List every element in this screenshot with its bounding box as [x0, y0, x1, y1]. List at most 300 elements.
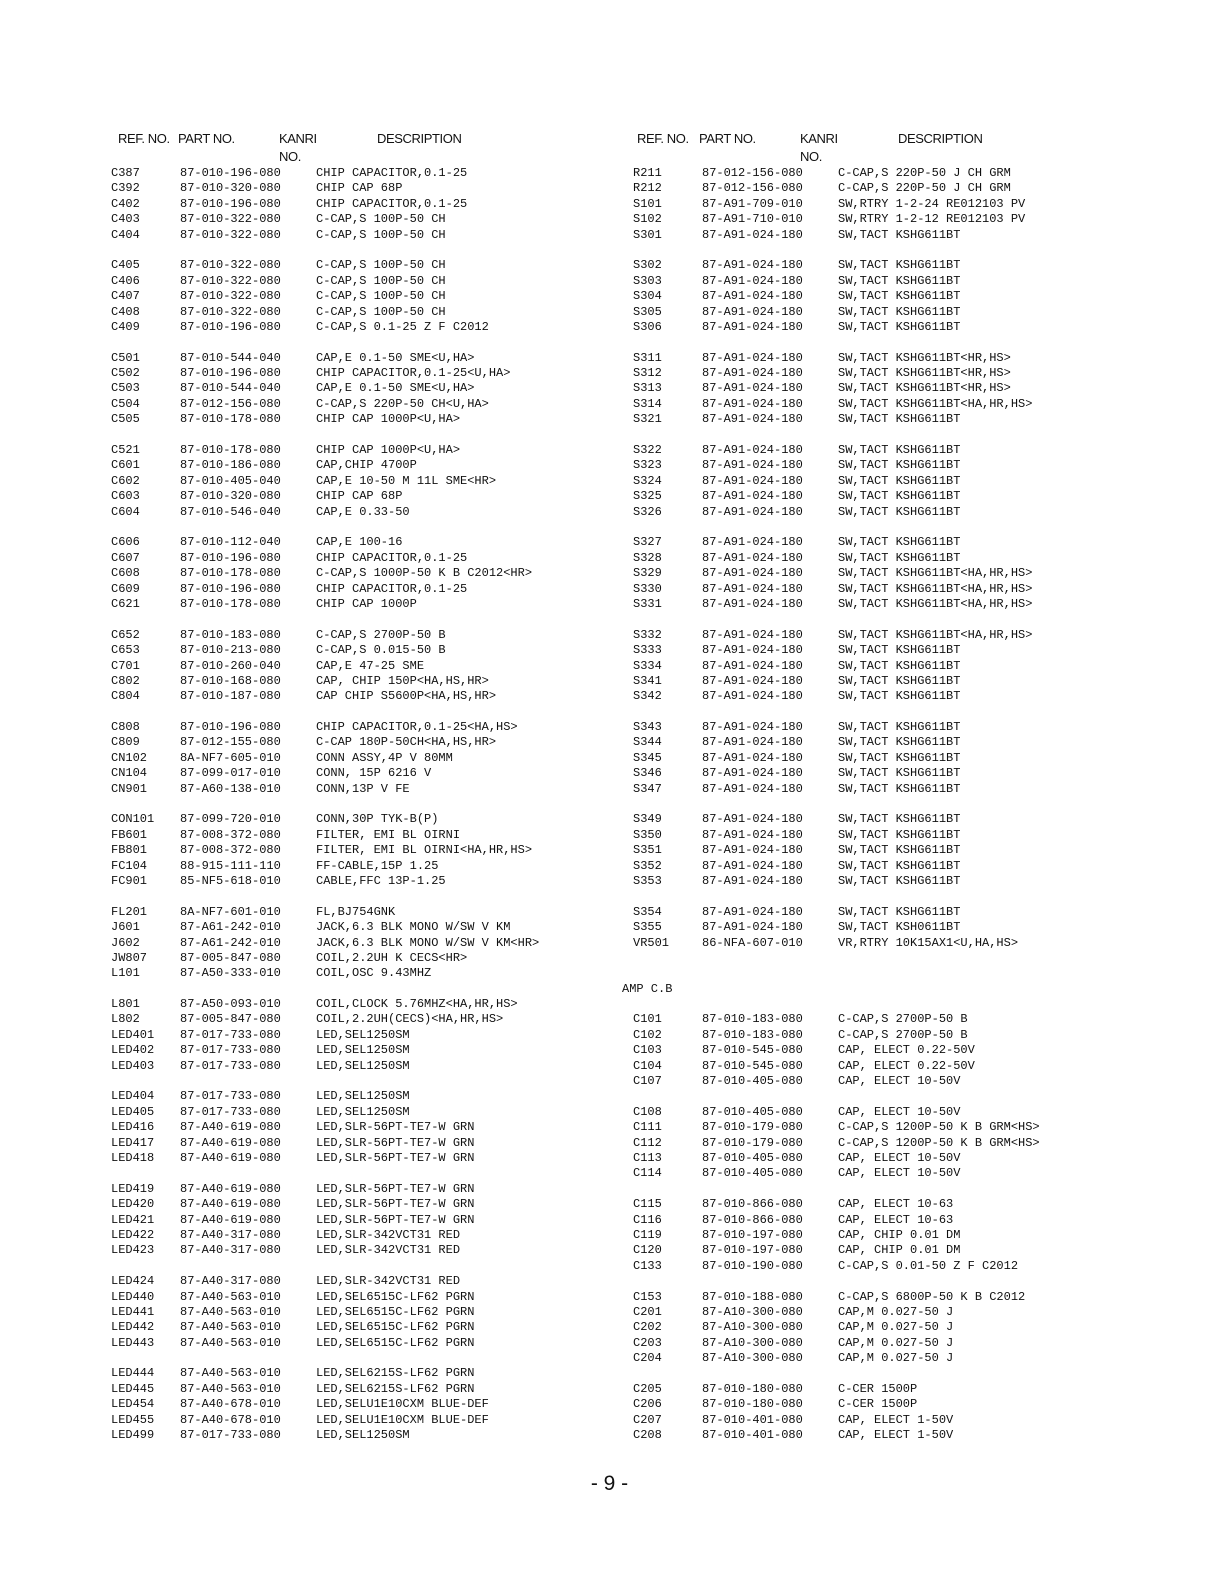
part-no-cell: 87-A91-024-180 [702, 812, 803, 827]
part-no-cell: 87-A91-024-180 [702, 720, 803, 735]
part-no-cell: 87-099-017-010 [180, 766, 281, 781]
part-no-cell: 87-A91-024-180 [702, 412, 803, 427]
part-no-cell: 87-010-196-080 [180, 196, 281, 211]
description-cell: SW,TACT KSHG611BT<HA,HR,HS> [838, 396, 1033, 411]
description-cell: LED,SEL1250SM [316, 1043, 410, 1058]
ref-no-cell: C403 [111, 212, 140, 227]
ref-no-cell: C602 [111, 473, 140, 488]
ref-no-cell: LED424 [111, 1274, 155, 1289]
description-cell: LED,SLR-342VCT31 RED [316, 1243, 461, 1258]
part-no-cell: 87-A91-024-180 [702, 643, 803, 658]
part-no-cell: 87-010-187-080 [180, 689, 281, 704]
description-cell: JACK,6.3 BLK MONO W/SW V KM [316, 920, 511, 935]
description-cell: CAP,M 0.027-50 J [838, 1304, 954, 1319]
description-cell: LED,SLR-342VCT31 RED [316, 1274, 461, 1289]
description-cell: JACK,6.3 BLK MONO W/SW V KM<HR> [316, 935, 540, 950]
ref-no-cell: LED445 [111, 1381, 155, 1396]
ref-no-cell: C407 [111, 289, 140, 304]
description-cell: SW,TACT KSHG611BT [838, 443, 961, 458]
ref-no-cell: FB801 [111, 843, 148, 858]
ref-no-cell: C104 [633, 1058, 662, 1073]
description-cell: SW,TACT KSHG611BT<HA,HR,HS> [838, 627, 1033, 642]
page-number: - 9 - [590, 1472, 629, 1495]
part-no-cell: 87-A91-024-180 [702, 489, 803, 504]
description-cell: CAP, ELECT 10-50V [838, 1104, 961, 1119]
part-no-cell: 87-010-213-080 [180, 643, 281, 658]
description-cell: LED,SLR-56PT-TE7-W GRN [316, 1135, 475, 1150]
part-no-cell: 87-A40-619-080 [180, 1120, 281, 1135]
ref-no-cell: LED455 [111, 1412, 155, 1427]
ref-no-cell: VR501 [633, 935, 670, 950]
description-cell: CHIP CAPACITOR,0.1-25<U,HA> [316, 366, 511, 381]
description-cell: C-CER 1500P [838, 1397, 918, 1412]
description-cell: CAP, ELECT 10-50V [838, 1151, 961, 1165]
description-cell: CAP CHIP S5600P<HA,HS,HR> [316, 689, 497, 704]
part-no-cell: 87-A10-300-080 [702, 1304, 803, 1319]
part-no-cell: 87-A91-024-180 [702, 766, 803, 781]
part-no-cell: 87-010-179-080 [702, 1120, 803, 1135]
part-no-cell: 87-A40-678-010 [180, 1412, 281, 1427]
part-no-cell: 87-010-183-080 [702, 1012, 803, 1027]
ref-no-cell: S329 [633, 566, 662, 581]
ref-no-cell: LED454 [111, 1397, 155, 1412]
part-no-cell: 87-A91-024-180 [702, 735, 803, 750]
part-no-cell: 87-A91-024-180 [702, 458, 803, 473]
description-cell: LED,SEL6515C-LF62 PGRN [316, 1289, 475, 1304]
part-no-cell: 87-010-183-080 [702, 1027, 803, 1042]
description-cell: COIL,CLOCK 5.76MHZ<HA,HR,HS> [316, 997, 518, 1012]
description-cell: CHIP CAP 68P [316, 181, 403, 196]
description-cell: C-CAP,S 220P-50 J CH GRM [838, 166, 1011, 180]
part-no-cell: 87-010-178-080 [180, 412, 281, 427]
ref-no-cell: S101 [633, 196, 662, 211]
ref-no-cell: S306 [633, 319, 662, 334]
part-no-cell: 87-A40-563-010 [180, 1304, 281, 1319]
ref-no-cell: FC104 [111, 858, 148, 873]
ref-no-cell: S312 [633, 366, 662, 381]
ref-no-cell: S341 [633, 673, 662, 688]
ref-no-cell: R212 [633, 181, 662, 196]
description-cell: CAP,E 100-16 [316, 535, 403, 550]
part-no-cell: 87-008-372-080 [180, 827, 281, 842]
ref-no-cell: L101 [111, 966, 140, 981]
part-no-cell: 87-010-405-080 [702, 1166, 803, 1181]
part-no-cell: 87-010-544-040 [180, 381, 281, 396]
description-cell: CAP, ELECT 1-50V [838, 1412, 954, 1427]
ref-no-cell: FL201 [111, 904, 148, 919]
description-cell: FF-CABLE,15P 1.25 [316, 858, 439, 873]
part-no-cell: 87-A91-024-180 [702, 304, 803, 319]
description-cell: CAP, ELECT 10-50V [838, 1166, 961, 1181]
ref-no-cell: C701 [111, 658, 140, 673]
part-no-cell: 87-A10-300-080 [702, 1320, 803, 1335]
part-no-cell: 87-A91-024-180 [702, 566, 803, 581]
ref-no-cell: S303 [633, 273, 662, 288]
part-no-cell: 87-010-322-080 [180, 212, 281, 227]
ref-no-cell: S102 [633, 212, 662, 227]
ref-no-cell: FB601 [111, 827, 148, 842]
part-no-cell: 87-008-372-080 [180, 843, 281, 858]
part-no-cell: 87-010-178-080 [180, 596, 281, 611]
ref-no-cell: C107 [633, 1074, 662, 1089]
description-cell: LED,SLR-56PT-TE7-W GRN [316, 1151, 475, 1165]
part-no-cell: 87-A91-024-180 [702, 750, 803, 765]
part-no-cell: 87-A40-619-080 [180, 1212, 281, 1227]
part-no-cell: 87-010-183-080 [180, 627, 281, 642]
description-cell: CAP, ELECT 1-50V [838, 1428, 954, 1443]
part-no-cell: 87-010-544-040 [180, 350, 281, 365]
description-cell: SW,TACT KSHG611BT [838, 258, 961, 273]
part-no-cell: 87-010-401-080 [702, 1428, 803, 1443]
part-no-cell: 8A-NF7-601-010 [180, 904, 281, 919]
description-cell: C-CAP,S 100P-50 CH [316, 273, 446, 288]
description-cell: CHIP CAPACITOR,0.1-25 [316, 166, 468, 180]
part-no-cell: 87-010-196-080 [180, 720, 281, 735]
part-no-cell: 87-A60-138-010 [180, 781, 281, 796]
ref-no-cell: C103 [633, 1043, 662, 1058]
part-no-cell: 87-A40-678-010 [180, 1397, 281, 1412]
ref-no-cell: C114 [633, 1166, 662, 1181]
ref-no-cell: S314 [633, 396, 662, 411]
ref-no-cell: FC901 [111, 873, 148, 888]
part-no-cell: 87-A91-024-180 [702, 366, 803, 381]
ref-no-cell: C652 [111, 627, 140, 642]
description-cell: CONN,30P TYK-B(P) [316, 812, 439, 827]
part-no-cell: 87-010-322-080 [180, 304, 281, 319]
description-cell: CAP,CHIP 4700P [316, 458, 417, 473]
part-no-cell: 87-A91-024-180 [702, 396, 803, 411]
ref-no-cell: C111 [633, 1120, 662, 1135]
ref-no-cell: S327 [633, 535, 662, 550]
ref-no-cell: S331 [633, 596, 662, 611]
header-kanri: KANRI [800, 131, 838, 146]
ref-no-cell: CON101 [111, 812, 155, 827]
part-no-cell: 87-A91-024-180 [702, 873, 803, 888]
ref-no-cell: C404 [111, 227, 140, 242]
part-no-cell: 87-A91-024-180 [702, 827, 803, 842]
description-cell: SW,TACT KSHG611BT [838, 550, 961, 565]
part-no-cell: 87-A91-024-180 [702, 673, 803, 688]
part-no-cell: 87-012-155-080 [180, 735, 281, 750]
part-no-cell: 87-010-401-080 [702, 1412, 803, 1427]
ref-no-cell: S354 [633, 904, 662, 919]
part-no-cell: 87-010-168-080 [180, 673, 281, 688]
description-cell: LED,SEL1250SM [316, 1058, 410, 1073]
ref-no-cell: C402 [111, 196, 140, 211]
description-cell: SW,TACT KSHG611BT [838, 319, 961, 334]
ref-no-cell: CN104 [111, 766, 148, 781]
description-cell: CAP,E 47-25 SME [316, 658, 425, 673]
description-cell: COIL,OSC 9.43MHZ [316, 966, 432, 981]
ref-no-cell: C108 [633, 1104, 662, 1119]
ref-no-cell: C521 [111, 443, 140, 458]
ref-no-cell: C120 [633, 1243, 662, 1258]
description-cell: SW,TACT KSHG611BT [838, 412, 961, 427]
description-cell: CAP,E 10-50 M 11L SME<HR> [316, 473, 497, 488]
ref-no-cell: C387 [111, 166, 140, 180]
part-no-cell: 88-915-111-110 [180, 858, 281, 873]
description-cell: SW,TACT KSHG611BT [838, 858, 961, 873]
description-cell: FILTER, EMI BL OIRNI [316, 827, 461, 842]
description-cell: SW,TACT KSHG611BT [838, 273, 961, 288]
header-ref-no: REF. NO. [118, 131, 170, 146]
description-cell: C-CAP,S 100P-50 CH [316, 304, 446, 319]
description-cell: C-CAP,S 0.015-50 B [316, 643, 446, 658]
ref-no-cell: S346 [633, 766, 662, 781]
description-cell: C-CAP,S 1200P-50 K B GRM<HS> [838, 1135, 1040, 1150]
description-cell: CABLE,FFC 13P-1.25 [316, 873, 446, 888]
ref-no-cell: C808 [111, 720, 140, 735]
ref-no-cell: C113 [633, 1151, 662, 1165]
description-cell: CAP, ELECT 10-50V [838, 1074, 961, 1089]
ref-no-cell: CN102 [111, 750, 148, 765]
ref-no-cell: C115 [633, 1197, 662, 1212]
description-cell: SW,TACT KSHG611BT [838, 289, 961, 304]
description-cell: SW,TACT KSHG611BT<HA,HR,HS> [838, 566, 1033, 581]
part-no-cell: 87-A91-024-180 [702, 658, 803, 673]
part-no-cell: 87-A91-024-180 [702, 319, 803, 334]
description-cell: SW,TACT KSHG611BT [838, 643, 961, 658]
description-cell: SW,TACT KSHG611BT<HA,HR,HS> [838, 596, 1033, 611]
part-no-cell: 87-A91-024-180 [702, 289, 803, 304]
ref-no-cell: C608 [111, 566, 140, 581]
part-no-cell: 87-A91-024-180 [702, 350, 803, 365]
description-cell: CAP, ELECT 0.22-50V [838, 1043, 975, 1058]
header-ref-no: REF. NO. [637, 131, 689, 146]
description-cell: C-CAP,S 100P-50 CH [316, 258, 446, 273]
ref-no-cell: C153 [633, 1289, 662, 1304]
part-no-cell: 87-A40-563-010 [180, 1381, 281, 1396]
description-cell: CAP,M 0.027-50 J [838, 1320, 954, 1335]
part-no-cell: 87-A40-619-080 [180, 1181, 281, 1196]
description-cell: CHIP CAPACITOR,0.1-25 [316, 196, 468, 211]
part-no-cell: 87-010-178-080 [180, 443, 281, 458]
description-cell: SW,TACT KSHG611BT [838, 227, 961, 242]
description-cell: SW,TACT KSHG611BT [838, 473, 961, 488]
description-cell: COIL,2.2UH K CECS<HR> [316, 950, 468, 965]
ref-no-cell: LED421 [111, 1212, 155, 1227]
description-cell: SW,TACT KSH0611BT [838, 920, 961, 935]
description-cell: LED,SEL6515C-LF62 PGRN [316, 1320, 475, 1335]
description-cell: C-CAP,S 2700P-50 B [838, 1012, 968, 1027]
ref-no-cell: C406 [111, 273, 140, 288]
ref-no-cell: C205 [633, 1381, 662, 1396]
ref-no-cell: LED402 [111, 1043, 155, 1058]
header-kanri-no: NO. [800, 149, 822, 164]
description-cell: C-CAP,S 220P-50 J CH GRM [838, 181, 1011, 196]
part-no-cell: 87-010-322-080 [180, 273, 281, 288]
ref-no-cell: C503 [111, 381, 140, 396]
part-no-cell: 87-A40-317-080 [180, 1227, 281, 1242]
description-cell: CAP, ELECT 10-63 [838, 1212, 954, 1227]
ref-no-cell: C409 [111, 319, 140, 334]
description-cell: SW,TACT KSHG611BT [838, 781, 961, 796]
part-no-cell: 87-010-112-040 [180, 535, 281, 550]
ref-no-cell: S350 [633, 827, 662, 842]
part-no-cell: 87-010-320-080 [180, 181, 281, 196]
ref-no-cell: S305 [633, 304, 662, 319]
part-no-cell: 87-010-196-080 [180, 581, 281, 596]
ref-no-cell: S325 [633, 489, 662, 504]
ref-no-cell: LED416 [111, 1120, 155, 1135]
ref-no-cell: CN901 [111, 781, 148, 796]
part-no-cell: 87-012-156-080 [702, 181, 803, 196]
part-no-cell: 87-A91-024-180 [702, 504, 803, 519]
part-no-cell: 87-A91-024-180 [702, 227, 803, 242]
part-no-cell: 87-A61-242-010 [180, 920, 281, 935]
part-no-cell: 87-017-733-080 [180, 1027, 281, 1042]
description-cell: SW,TACT KSHG611BT [838, 689, 961, 704]
ref-no-cell: C603 [111, 489, 140, 504]
part-no-cell: 87-010-190-080 [702, 1258, 803, 1273]
ref-no-cell: C609 [111, 581, 140, 596]
ref-no-cell: C804 [111, 689, 140, 704]
description-cell: CAP, ELECT 10-63 [838, 1197, 954, 1212]
description-cell: CHIP CAP 1000P<U,HA> [316, 412, 461, 427]
ref-no-cell: S344 [633, 735, 662, 750]
part-no-cell: 87-005-847-080 [180, 950, 281, 965]
ref-no-cell: L801 [111, 997, 140, 1012]
ref-no-cell: S353 [633, 873, 662, 888]
ref-no-cell: LED419 [111, 1181, 155, 1196]
description-cell: C-CAP,S 2700P-50 B [838, 1027, 968, 1042]
header-part-no: PART NO. [699, 131, 756, 146]
description-cell: LED,SLR-56PT-TE7-W GRN [316, 1181, 475, 1196]
ref-no-cell: C207 [633, 1412, 662, 1427]
part-no-cell: 86-NFA-607-010 [702, 935, 803, 950]
description-cell: SW,TACT KSHG611BT [838, 812, 961, 827]
ref-no-cell: S321 [633, 412, 662, 427]
ref-no-cell: C101 [633, 1012, 662, 1027]
ref-no-cell: S345 [633, 750, 662, 765]
description-cell: CAP,E 0.33-50 [316, 504, 410, 519]
ref-no-cell: LED440 [111, 1289, 155, 1304]
part-no-cell: 87-A91-024-180 [702, 381, 803, 396]
part-no-cell: 87-A91-024-180 [702, 858, 803, 873]
ref-no-cell: C392 [111, 181, 140, 196]
ref-no-cell: S301 [633, 227, 662, 242]
ref-no-cell: C601 [111, 458, 140, 473]
part-no-cell: 87-A91-024-180 [702, 273, 803, 288]
ref-no-cell: LED417 [111, 1135, 155, 1150]
ref-no-cell: C607 [111, 550, 140, 565]
description-cell: LED,SEL6215S-LF62 PGRN [316, 1366, 475, 1381]
header-description: DESCRIPTION [898, 131, 983, 146]
part-no-cell: 87-017-733-080 [180, 1104, 281, 1119]
part-no-cell: 87-010-188-080 [702, 1289, 803, 1304]
description-cell: C-CAP,S 100P-50 CH [316, 212, 446, 227]
description-cell: LED,SEL1250SM [316, 1104, 410, 1119]
description-cell: CAP, ELECT 0.22-50V [838, 1058, 975, 1073]
ref-no-cell: C133 [633, 1258, 662, 1273]
description-cell: LED,SLR-56PT-TE7-W GRN [316, 1120, 475, 1135]
part-no-cell: 87-A40-619-080 [180, 1151, 281, 1165]
description-cell: C-CAP,S 1000P-50 K B C2012<HR> [316, 566, 533, 581]
ref-no-cell: S311 [633, 350, 662, 365]
part-no-cell: 8A-NF7-605-010 [180, 750, 281, 765]
ref-no-cell: S334 [633, 658, 662, 673]
ref-no-cell: L802 [111, 1012, 140, 1027]
part-no-cell: 85-NF5-618-010 [180, 873, 281, 888]
ref-no-cell: C604 [111, 504, 140, 519]
ref-no-cell: LED444 [111, 1366, 155, 1381]
part-no-cell: 87-A40-563-010 [180, 1320, 281, 1335]
part-no-cell: 87-A40-563-010 [180, 1335, 281, 1350]
description-cell: CHIP CAP 1000P<U,HA> [316, 443, 461, 458]
description-cell: C-CAP,S 1200P-50 K B GRM<HS> [838, 1120, 1040, 1135]
ref-no-cell: C408 [111, 304, 140, 319]
part-no-cell: 87-010-260-040 [180, 658, 281, 673]
part-no-cell: 87-010-197-080 [702, 1227, 803, 1242]
part-no-cell: 87-017-733-080 [180, 1058, 281, 1073]
ref-no-cell: C621 [111, 596, 140, 611]
part-no-cell: 87-010-196-080 [180, 550, 281, 565]
part-no-cell: 87-010-196-080 [180, 319, 281, 334]
description-cell: SW,RTRY 1-2-12 RE012103 PV [838, 212, 1026, 227]
part-no-cell: 87-010-546-040 [180, 504, 281, 519]
description-cell: CHIP CAPACITOR,0.1-25 [316, 581, 468, 596]
part-no-cell: 87-010-866-080 [702, 1212, 803, 1227]
ref-no-cell: C504 [111, 396, 140, 411]
description-cell: LED,SLR-56PT-TE7-W GRN [316, 1197, 475, 1212]
ref-no-cell: S355 [633, 920, 662, 935]
part-no-cell: 87-A50-093-010 [180, 997, 281, 1012]
ref-no-cell: J602 [111, 935, 140, 950]
description-cell: VR,RTRY 10K15AX1<U,HA,HS> [838, 935, 1019, 950]
ref-no-cell: C203 [633, 1335, 662, 1350]
description-cell: FL,BJ754GNK [316, 904, 396, 919]
ref-no-cell: C202 [633, 1320, 662, 1335]
part-no-cell: 87-A50-333-010 [180, 966, 281, 981]
description-cell: LED,SELU1E10CXM BLUE-DEF [316, 1412, 489, 1427]
description-cell: COIL,2.2UH(CECS)<HA,HR,HS> [316, 1012, 504, 1027]
ref-no-cell: LED404 [111, 1089, 155, 1104]
part-no-cell: 87-A10-300-080 [702, 1351, 803, 1366]
ref-no-cell: C201 [633, 1304, 662, 1319]
ref-no-cell: S313 [633, 381, 662, 396]
part-no-cell: 87-012-156-080 [702, 166, 803, 180]
ref-no-cell: S323 [633, 458, 662, 473]
ref-no-cell: S302 [633, 258, 662, 273]
ref-no-cell: LED422 [111, 1227, 155, 1242]
description-cell: SW,TACT KSHG611BT<HR,HS> [838, 381, 1011, 396]
description-cell: LED,SEL1250SM [316, 1089, 410, 1104]
ref-no-cell: S343 [633, 720, 662, 735]
header-part-no: PART NO. [178, 131, 235, 146]
description-cell: CAP, CHIP 150P<HA,HS,HR> [316, 673, 489, 688]
part-no-cell: 87-A91-710-010 [702, 212, 803, 227]
description-cell: CHIP CAP 68P [316, 489, 403, 504]
part-no-cell: 87-A91-024-180 [702, 535, 803, 550]
description-cell: LED,SEL6515C-LF62 PGRN [316, 1335, 475, 1350]
description-cell: CAP,M 0.027-50 J [838, 1351, 954, 1366]
ref-no-cell: C112 [633, 1135, 662, 1150]
description-cell: CHIP CAPACITOR,0.1-25<HA,HS> [316, 720, 518, 735]
part-no-cell: 87-A61-242-010 [180, 935, 281, 950]
ref-no-cell: C502 [111, 366, 140, 381]
part-no-cell: 87-010-179-080 [702, 1135, 803, 1150]
description-cell: C-CAP,S 220P-50 CH<U,HA> [316, 396, 489, 411]
description-cell: SW,TACT KSHG611BT [838, 720, 961, 735]
part-no-cell: 87-010-405-080 [702, 1074, 803, 1089]
part-no-cell: 87-010-186-080 [180, 458, 281, 473]
ref-no-cell: C206 [633, 1397, 662, 1412]
ref-no-cell: S349 [633, 812, 662, 827]
part-no-cell: 87-010-405-040 [180, 473, 281, 488]
ref-no-cell: C606 [111, 535, 140, 550]
description-cell: SW,TACT KSHG611BT [838, 904, 961, 919]
part-no-cell: 87-A91-024-180 [702, 781, 803, 796]
